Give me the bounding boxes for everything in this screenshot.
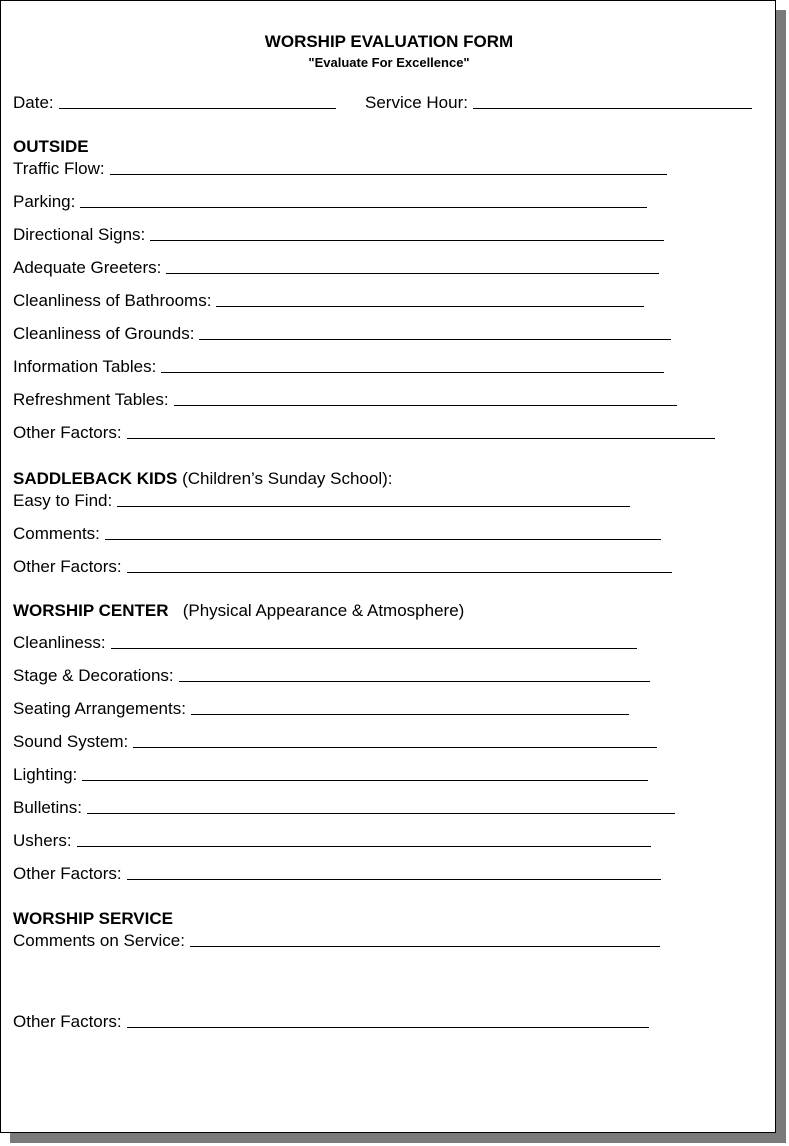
field-row	[13, 765, 648, 785]
field-label: Seating Arrangements:	[13, 699, 186, 718]
service-other-factors-field[interactable]	[127, 1026, 649, 1028]
field-label: Cleanliness:	[13, 633, 106, 652]
date-field[interactable]	[59, 107, 336, 109]
section-heading-outside: OUTSIDE	[13, 137, 89, 156]
field-row	[13, 666, 650, 686]
field-label: Directional Signs:	[13, 225, 146, 244]
information-tables-field[interactable]	[161, 371, 664, 373]
field-label: Comments on Service:	[13, 931, 185, 950]
grounds-field[interactable]	[199, 338, 671, 340]
parking-field[interactable]	[80, 206, 647, 208]
easy-to-find-field[interactable]	[117, 505, 630, 507]
field-row	[13, 491, 630, 511]
service-comments-field[interactable]	[190, 945, 660, 947]
sound-system-field[interactable]	[133, 746, 657, 748]
field-label: Cleanliness of Grounds:	[13, 324, 195, 343]
section-heading-service: WORSHIP SERVICE	[13, 909, 173, 928]
field-row	[13, 831, 651, 851]
field-row	[13, 1012, 649, 1032]
field-row	[13, 291, 644, 311]
field-label: Ushers:	[13, 831, 72, 850]
field-row	[13, 732, 657, 752]
date-label: Date:	[13, 93, 54, 112]
refreshment-tables-field[interactable]	[174, 404, 677, 406]
field-label: Refreshment Tables:	[13, 390, 169, 409]
field-label: Sound System:	[13, 732, 129, 751]
field-row	[13, 357, 664, 377]
field-row	[13, 258, 659, 278]
service-hour-field[interactable]	[473, 107, 752, 109]
bulletins-field[interactable]	[87, 812, 675, 814]
date-row	[13, 93, 336, 113]
field-row	[13, 524, 661, 544]
field-label: Adequate Greeters:	[13, 258, 162, 277]
field-row	[13, 557, 672, 577]
field-label: Lighting:	[13, 765, 78, 784]
field-label: Other Factors:	[13, 557, 122, 576]
field-label: Parking:	[13, 192, 76, 211]
field-row	[13, 324, 671, 344]
field-label: Other Factors:	[13, 1012, 122, 1031]
ushers-field[interactable]	[77, 845, 651, 847]
kids-comments-field[interactable]	[105, 538, 661, 540]
center-other-factors-field[interactable]	[127, 878, 661, 880]
section-heading-kids: SADDLEBACK KIDS (Children’s Sunday School):	[13, 469, 393, 488]
section-heading-center: WORSHIP CENTER (Physical Appearance & Atmosphere)	[13, 601, 465, 620]
directional-signs-field[interactable]	[150, 239, 664, 241]
field-row	[13, 423, 715, 443]
traffic-flow-field[interactable]	[110, 173, 667, 175]
field-label: Information Tables:	[13, 357, 157, 376]
field-label: Other Factors:	[13, 864, 122, 883]
lighting-field[interactable]	[82, 779, 648, 781]
kids-other-factors-field[interactable]	[127, 571, 672, 573]
field-row	[13, 159, 667, 179]
field-row	[13, 192, 647, 212]
field-row	[13, 798, 675, 818]
field-row	[13, 931, 660, 951]
bathrooms-field[interactable]	[216, 305, 644, 307]
service-hour-row	[365, 93, 752, 113]
adequate-greeters-field[interactable]	[166, 272, 659, 274]
seating-arrangements-field[interactable]	[191, 713, 629, 715]
field-label: Comments:	[13, 524, 100, 543]
outside-other-factors-field[interactable]	[127, 437, 715, 439]
service-hour-label: Service Hour:	[365, 93, 468, 112]
field-label: Cleanliness of Bathrooms:	[13, 291, 212, 310]
field-label: Traffic Flow:	[13, 159, 105, 178]
field-row	[13, 864, 661, 884]
field-row	[13, 390, 677, 410]
field-label: Stage & Decorations:	[13, 666, 174, 685]
form-title: WORSHIP EVALUATION FORM	[264, 32, 514, 51]
stage-decorations-field[interactable]	[179, 680, 650, 682]
field-label: Bulletins:	[13, 798, 82, 817]
field-row	[13, 633, 637, 653]
center-cleanliness-field[interactable]	[111, 647, 637, 649]
form-subtitle: "Evaluate For Excellence"	[308, 55, 470, 70]
field-row	[13, 699, 629, 719]
field-label: Other Factors:	[13, 423, 122, 442]
field-label: Easy to Find:	[13, 491, 113, 510]
field-row	[13, 225, 664, 245]
